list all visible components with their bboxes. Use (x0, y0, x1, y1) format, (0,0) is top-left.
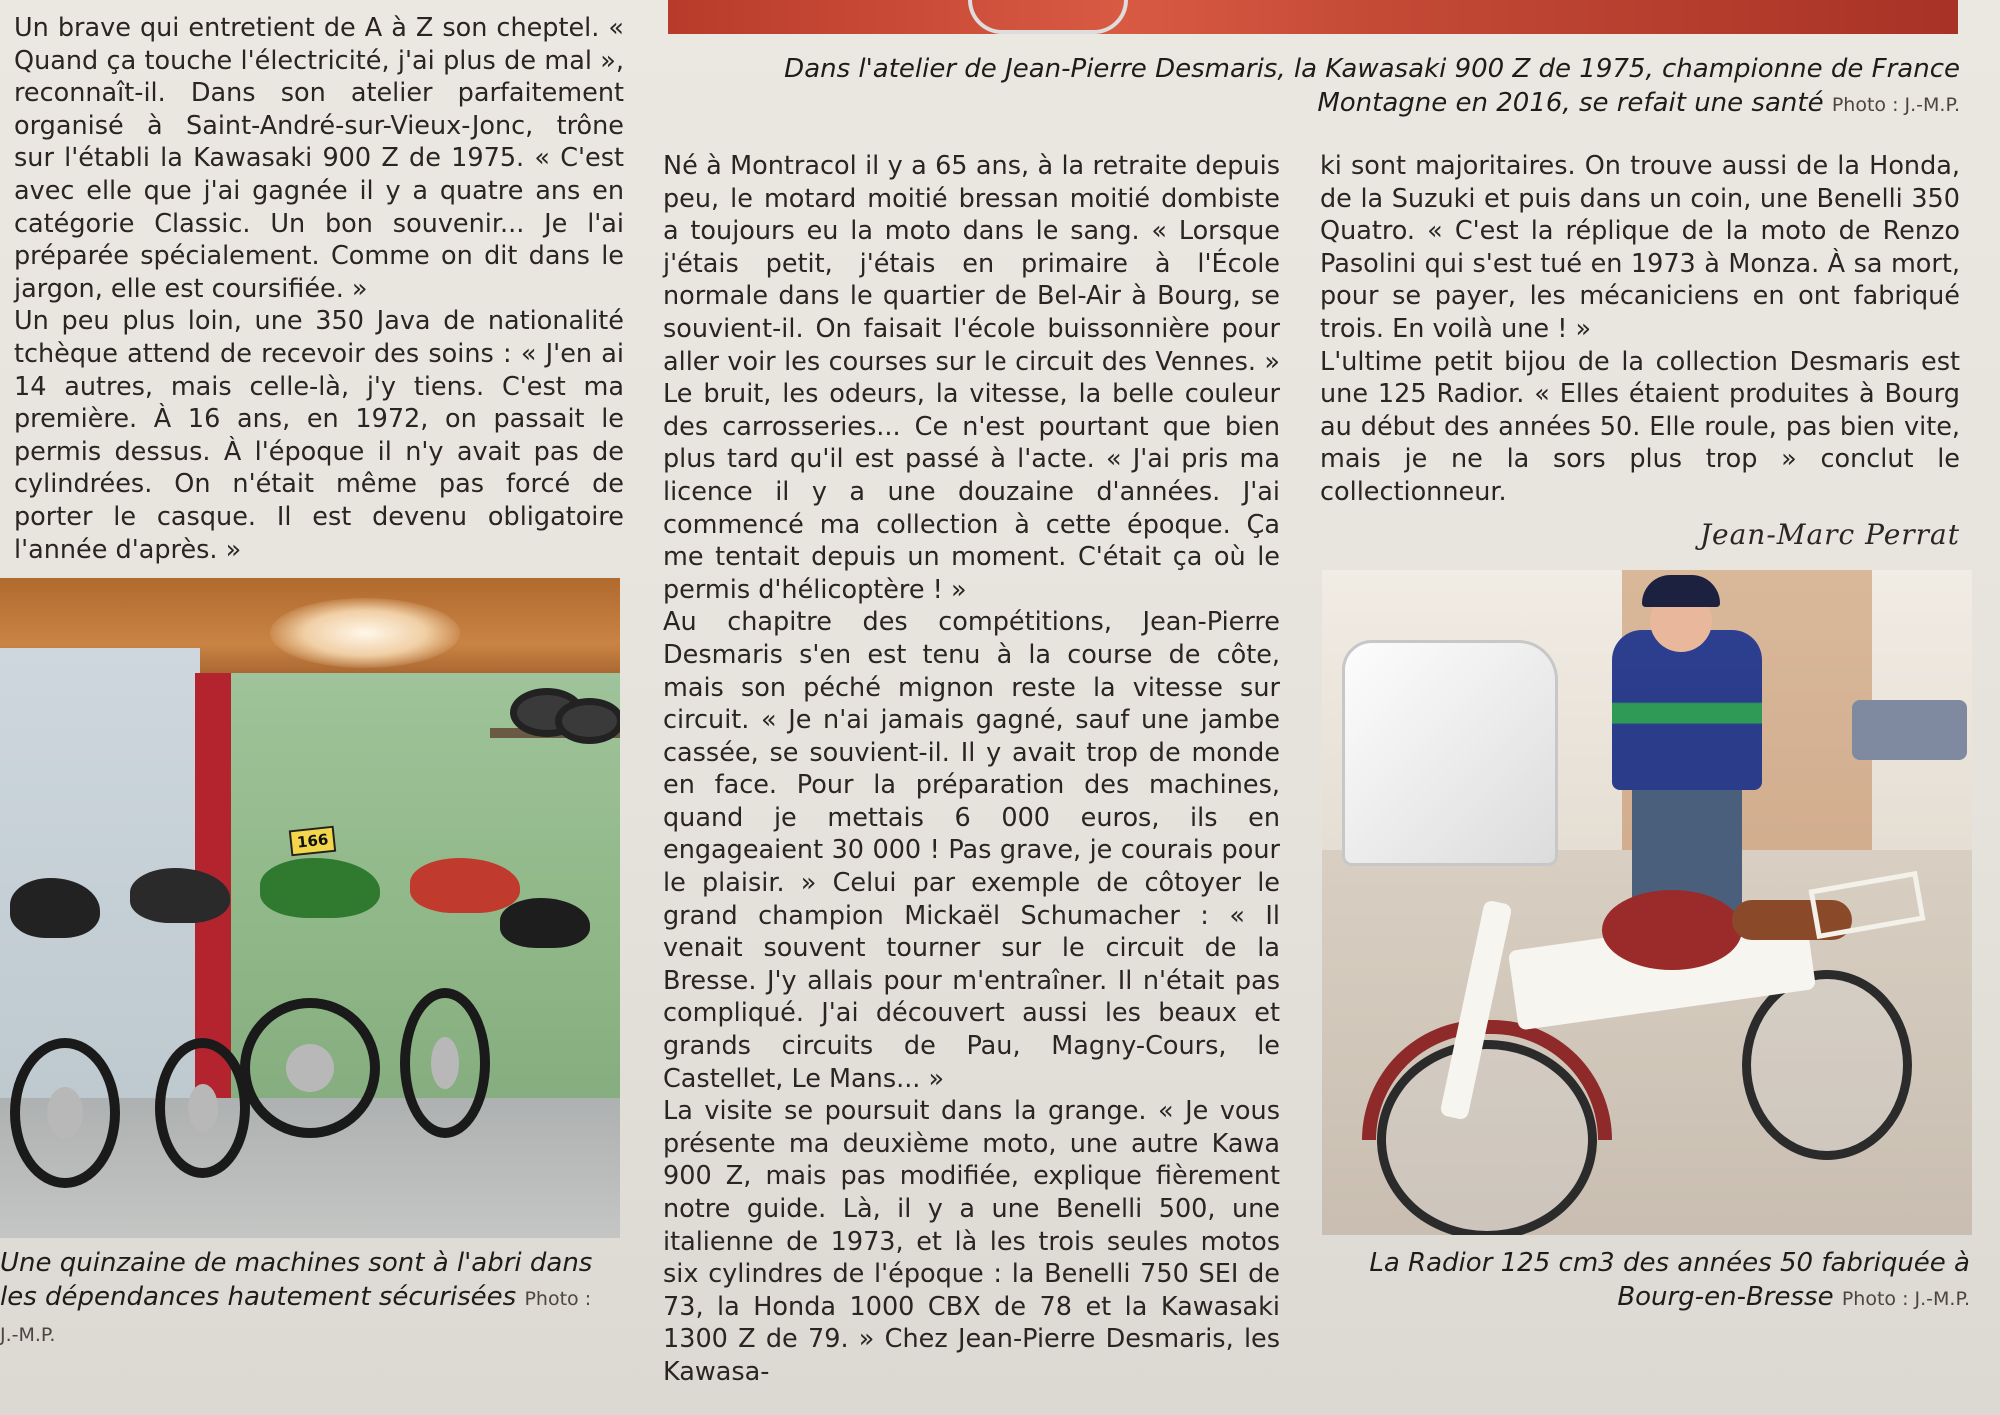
radior-photo-credit: Photo : J.-M.P. (1841, 1288, 1970, 1310)
radior-tank (1602, 890, 1742, 970)
column-2-paragraph-1: Né à Montracol il y a 65 ans, à la retraite depuis peu, le motard moitié bressan moitié dombiste a toujours eu la moto dans le sang. « Lorsque j'étais petit, j'étais en primaire à l'École normale dans le quartier de Bel-Air à Bourg, se souvient-il. On faisait l'école buissonnière pour aller voir les courses sur le circuit des Vennes. » Le bruit, les odeurs, la vitesse, la belle couleur des carrosseries... Ce n'est pourtant que bien plus tard qu'il est passé à l'acte. « J'ai pris ma licence il y a une douzaine d'années. J'ai commencé ma collection à cette époque. Ça me tentait depuis un moment. C'était ça où le permis d'hélicoptère ! » (663, 151, 1280, 605)
author-signature: Jean-Marc Perrat (1699, 518, 1960, 551)
article-column-3 (1320, 150, 1960, 509)
column-1-paragraph-2: Un peu plus loin, une 350 Java de nationalité tchèque attend de recevoir des soins : « J'en ai 14 autres, mais celle-là, j'y tiens. C'est ma première. À 16 ans, en 1972, on passait le permis dessus. À l'époque il n'y avait pas de cylindrées. On n'était même pas forcé de porter le casque. Il est devenu obligatoire l'année d'après. » (14, 306, 624, 565)
article-column-2 (663, 150, 1280, 1389)
water-tank (1342, 640, 1558, 866)
front-wheel (1377, 1040, 1597, 1235)
garage-photo-caption-text: Une quinzaine de machines sont à l'abri dans les dépendances hautement sécurisées (0, 1248, 593, 1312)
column-2-paragraph-2: Au chapitre des compétitions, Jean-Pierre Desmaris s'en est tenu à la course de côte, mais son péché mignon reste la vitesse sur circuit. « Je n'ai jamais gagné, sauf une jambe cassée, se souvient-il. Il y avait trop de monde en face. Pour la préparation des machines, quand je mettais 6 000 euros, ils en engageaient 30 000 ! Pas grave, je courais pour le plaisir. » Celui par exemple de côtoyer le grand champion Mickaël Schumacher : « Il venait souvent tourner sur le circuit de la Bresse. J'y allais pour m'entraîner. Il n'était pas compliqué. J'ai découvert aussi les beaux et grands circuits de Pau, Magny-Cours, le Castellet, Le Mans... » (663, 607, 1280, 1094)
radior-photo-caption-text: La Radior 125 cm3 des années 50 fabriquée à Bourg-en-Bresse (1369, 1248, 1970, 1312)
garage-photo-credit: Photo : J.-M.P. (0, 1288, 592, 1346)
column-2-paragraph-3: La visite se poursuit dans la grange. « Je vous présente ma deuxième moto, une autre Kawa 900 Z, mais pas modifiée, explique fièrement notre guide. Là, il y a une Benelli 500, une italienne de 1973, et là les trois seules motos six cylindres de l'époque : la Benelli 750 SEI de 73, la Honda 1000 CBX de 78 et la Kawasaki 1300 Z de 79. » Chez Jean-Pierre Desmaris, les Kawasa- (663, 1096, 1280, 1387)
top-photo-caption-text: Dans l'atelier de Jean-Pierre Desmaris, la Kawasaki 900 Z de 1975, championne de France Montagne en 2016, se refait une santé (784, 54, 1960, 118)
article-column-1 (14, 12, 624, 566)
stored-tyre (555, 698, 620, 744)
photo-radior (1322, 570, 1972, 1235)
top-photo-caption (700, 52, 1960, 122)
race-number-plate: 166 (289, 826, 337, 857)
photo-garage (0, 578, 620, 1238)
person-cap (1642, 575, 1720, 607)
top-photo-credit: Photo : J.-M.P. (1831, 94, 1960, 116)
photo-kawasaki-strip (668, 0, 1958, 34)
motorcycle (380, 828, 610, 1148)
garage-light (270, 598, 460, 668)
parked-trailer (1852, 700, 1967, 760)
column-3-paragraph-2: L'ultime petit bijou de la collection Desmaris est une 125 Radior. « Elles étaient produites à Bourg au début des années 50. Elle roule, pas bien vite, mais je ne la sors plus trop » conclut le collectionneur. (1320, 346, 1960, 507)
wheel-rim-decor (968, 0, 1128, 34)
person-jersey (1612, 630, 1762, 790)
garage-photo-caption (0, 1246, 615, 1352)
column-1-paragraph-1: Un brave qui entretient de A à Z son cheptel. « Quand ça touche l'électricité, j'ai plus de mal », reconnaît-il. Dans son atelier parfaitement organisé à Saint-André-sur-Vieux-Jonc, trône sur l'établi la Kawasaki 900 Z de 1975. « C'est avec elle que j'ai gagnée il y a quatre ans en catégorie Classic. Un bon souvenir... Je l'ai préparée spécialement. Comme on dit dans le jargon, elle est coursifiée. » (14, 13, 624, 304)
radior-photo-caption (1330, 1246, 1970, 1316)
column-3-paragraph-1: ki sont majoritaires. On trouve aussi de la Honda, de la Suzuki et puis dans un coin, une Benelli 350 Quatro. « C'est la réplique de la moto de Renzo Pasolini qui s'est tué en 1973 à Monza. À sa mort, pour se payer, les mécaniciens en ont fabriqué trois. En voilà une ! » (1320, 151, 1960, 344)
rear-wheel (1742, 970, 1912, 1160)
